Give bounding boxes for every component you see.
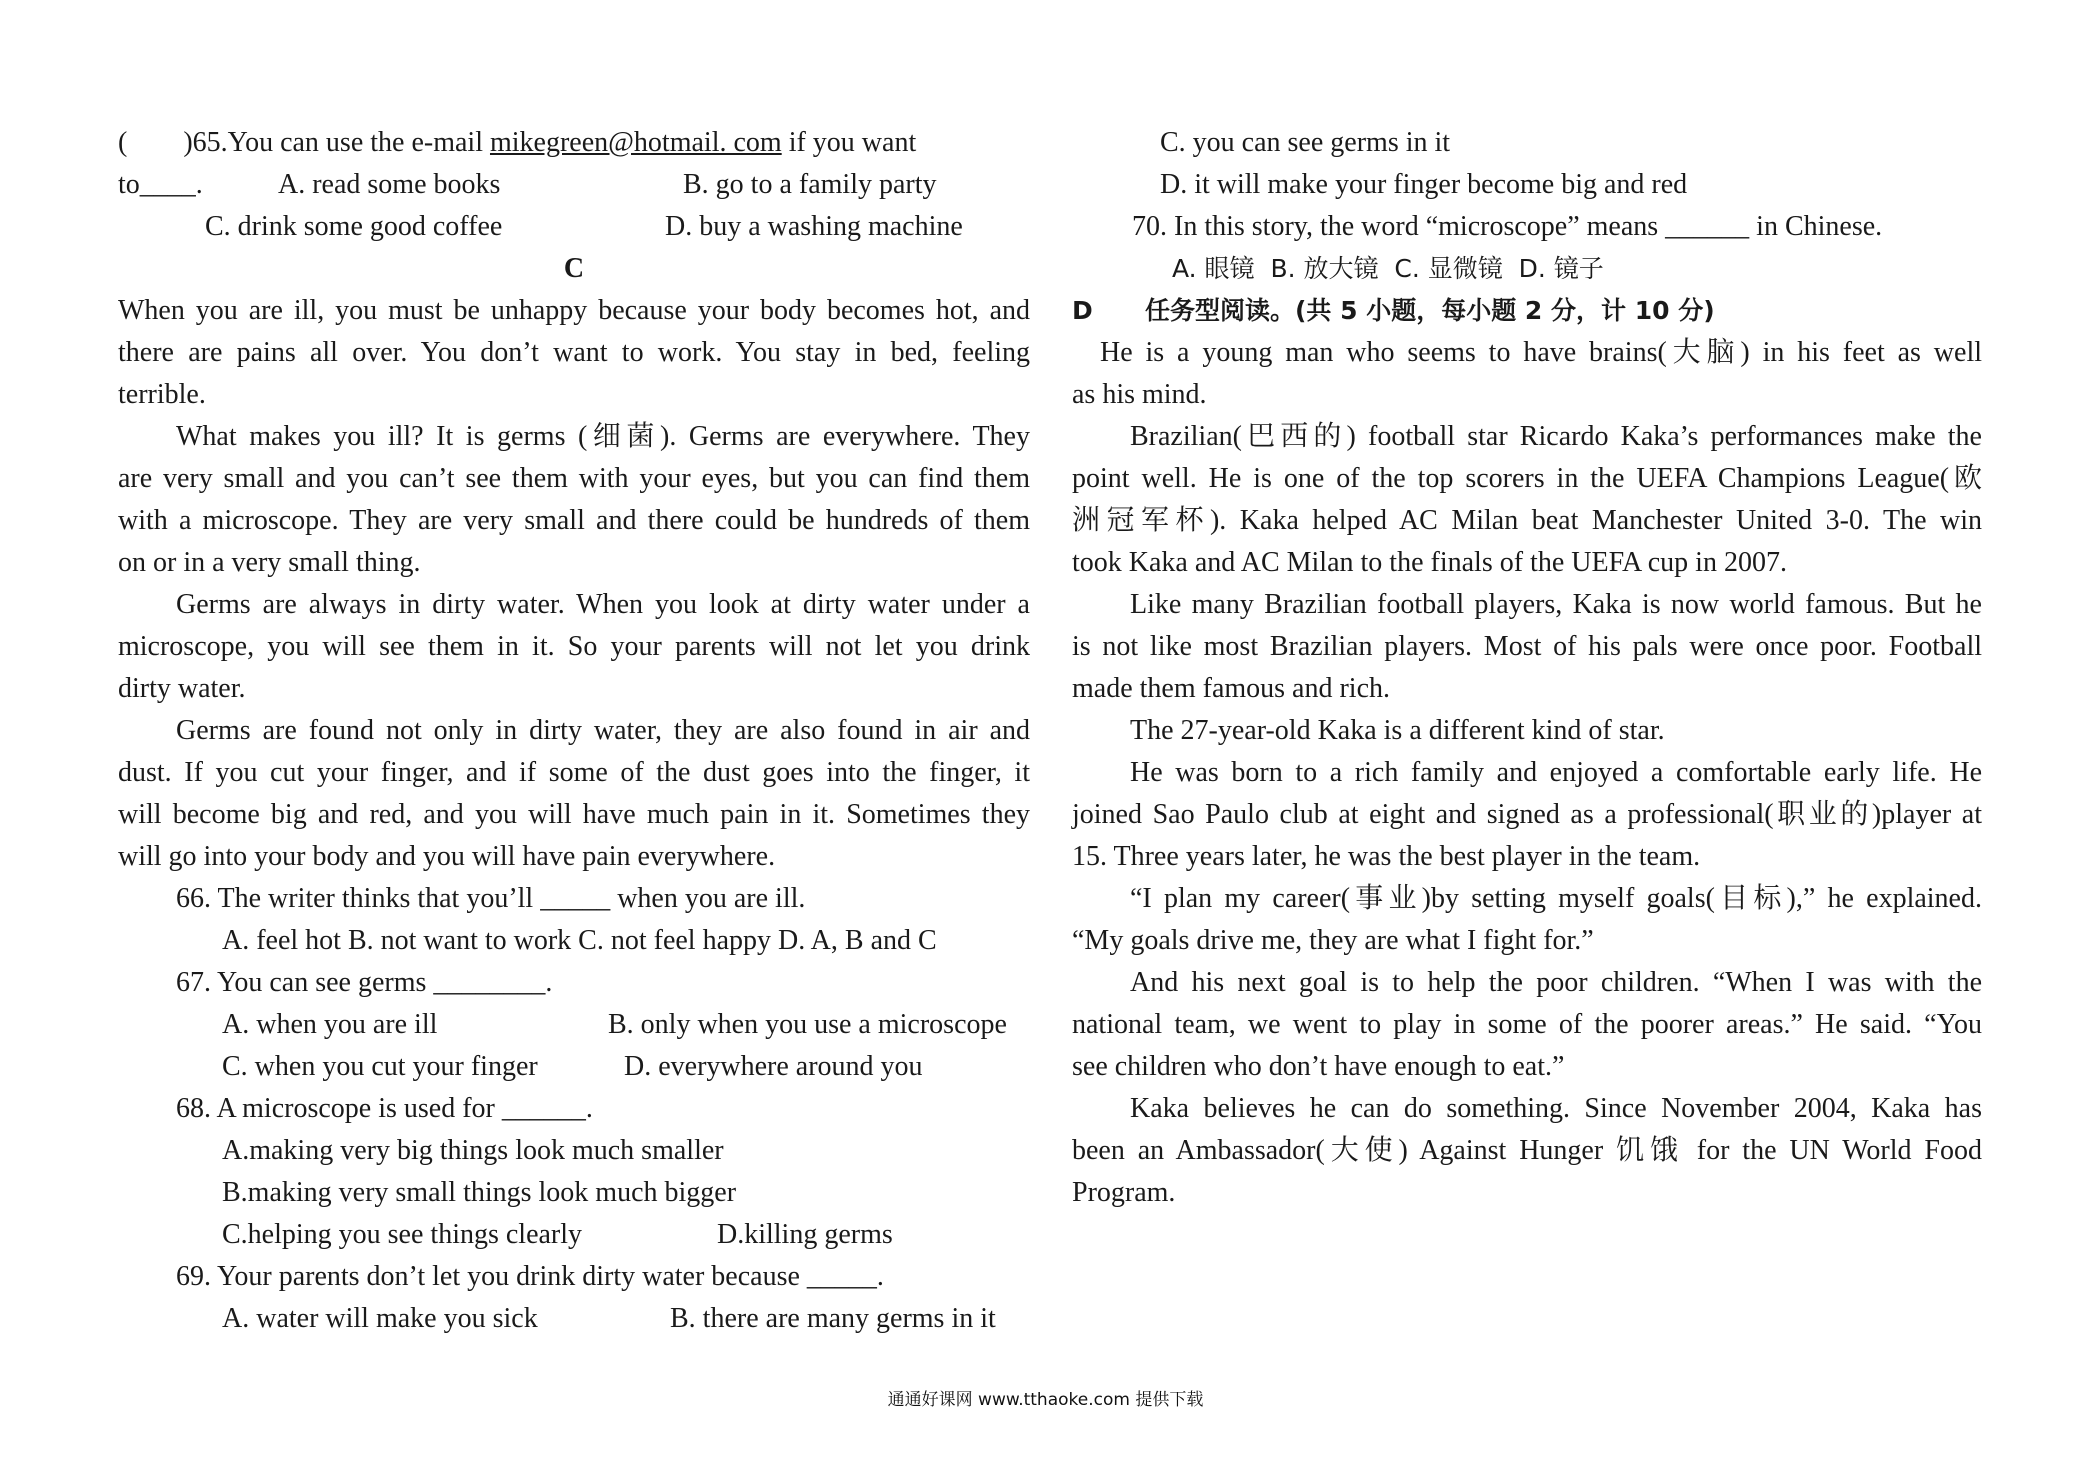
q68-option-d: D.killing germs	[717, 1219, 893, 1250]
q65-stem-end: if you want	[781, 127, 917, 158]
q68-options-row3	[118, 1214, 1030, 1256]
passage-d-line: Kaka believes he can do something. Since November 2004, Kaka has	[1130, 1093, 1982, 1124]
passage-d-line: Brazilian(巴西的) football star Ricardo Kaka’s performances make the	[1130, 421, 1982, 452]
passage-c-line: dust. If you cut your finger, and if some of the dust goes into the finger, it	[118, 757, 1030, 788]
passage-d-line: “My goals drive me, they are what I fight for.”	[1072, 925, 1594, 956]
passage-d-line: made them famous and rich.	[1072, 673, 1391, 704]
page-footer: 通通好课网 www.tthaoke.com 提供下载	[887, 1390, 1204, 1410]
q67-options-row2	[118, 1046, 1030, 1088]
passage-d-line: 15. Three years later, he was the best player in the team.	[1072, 841, 1701, 872]
q68-option-b: B.making very small things look much bigger	[222, 1177, 737, 1208]
q69-options-row1	[118, 1298, 1030, 1340]
q65-line2	[118, 164, 1030, 206]
q66-stem: 66. The writer thinks that you’ll _____ when you are ill.	[176, 883, 806, 914]
q65-option-b: B. go to a family party	[683, 169, 937, 200]
section-c-heading: C	[563, 253, 585, 284]
passage-d-line: see children who don’t have enough to eat.”	[1072, 1051, 1565, 1082]
right-column	[1072, 122, 1982, 1214]
q65-option-c: C. drink some good coffee	[205, 211, 503, 242]
q66-options: A. feel hot B. not want to work C. not feel happy D. A, B and C	[222, 925, 937, 956]
passage-d-line: Program.	[1072, 1177, 1176, 1208]
q65-line3	[118, 206, 1030, 248]
passage-c-line: will go into your body and you will have pain everywhere.	[118, 841, 776, 872]
q70-options: A. 眼镜 B. 放大镜 C. 显微镜 D. 镜子	[1172, 254, 1604, 283]
passage-c-line: What makes you ill? It is germs (细菌). Germs are everywhere. They	[176, 421, 1030, 452]
q67-options-row1	[118, 1004, 1030, 1046]
passage-c-line: will become big and red, and you will have much pain in it. Sometimes they	[118, 799, 1030, 830]
passage-d-line: been an Ambassador(大使) Against Hunger 饥饿 for the UN World Food	[1072, 1135, 1982, 1166]
passage-c-line: terrible.	[118, 379, 206, 410]
passage-d-line: is not like most Brazilian players. Most of his pals were once poor. Football	[1072, 631, 1982, 662]
q65-option-a: A. read some books	[278, 169, 501, 200]
q70-stem: 70. In this story, the word “microscope” means ______ in Chinese.	[1132, 211, 1883, 242]
q67-option-b: B. only when you use a microscope	[608, 1009, 1007, 1040]
passage-c-line: When you are ill, you must be unhappy because your body becomes hot, and	[118, 295, 1030, 326]
passage-d-line: The 27-year-old Kaka is a different kind of star.	[1130, 715, 1665, 746]
passage-d-line: joined Sao Paulo club at eight and signed as a professional(职业的)player at	[1072, 799, 1982, 830]
passage-c-line: on or in a very small thing.	[118, 547, 421, 578]
q69-stem: 69. Your parents don’t let you drink dirty water because _____.	[176, 1261, 884, 1292]
email-address: mikegreen@hotmail. com	[489, 127, 782, 158]
q65-option-d: D. buy a washing machine	[665, 211, 963, 242]
q69-option-c: C. you can see germs in it	[1160, 127, 1451, 158]
passage-d-line: point well. He is one of the top scorers in the UEFA Champions League(欧	[1072, 463, 1982, 494]
q69-option-a: A. water will make you sick	[222, 1303, 538, 1334]
passage-d-line: “I plan my career(事业)by setting myself goals(目标),” he explained.	[1130, 883, 1982, 914]
passage-c-line: are very small and you can’t see them with your eyes, but you can find them	[118, 463, 1030, 494]
passage-d-line: took Kaka and AC Milan to the finals of the UEFA cup in 2007.	[1072, 547, 1787, 578]
q68-option-a: A.making very big things look much smaller	[222, 1135, 724, 1166]
passage-c-line: Germs are found not only in dirty water, they are also found in air and	[176, 715, 1030, 746]
passage-d-line: 洲冠军杯). Kaka helped AC Milan beat Manchester United 3-0. The win	[1072, 505, 1982, 536]
left-column	[118, 122, 1030, 1340]
passage-c-line: dirty water.	[118, 673, 246, 704]
q65-stem: ( )65.You can use the e-mail	[118, 127, 490, 158]
section-d-heading: D 任务型阅读。(共 5 小题，每小题 2 分，计 10 分)	[1072, 296, 1715, 325]
passage-c-line: with a microscope. They are very small and there could be hundreds of them	[118, 505, 1030, 536]
q69-option-b: B. there are many germs in it	[670, 1303, 996, 1334]
q65-line1	[118, 122, 1030, 164]
q67-option-c: C. when you cut your finger	[222, 1051, 538, 1082]
q67-option-d: D. everywhere around you	[624, 1051, 923, 1082]
q65-blank: to____.	[118, 169, 203, 200]
q67-option-a: A. when you are ill	[222, 1009, 438, 1040]
passage-d-line: And his next goal is to help the poor children. “When I was with the	[1130, 967, 1982, 998]
passage-d-line: He was born to a rich family and enjoyed a comfortable early life. He	[1130, 757, 1982, 788]
passage-d-line: as his mind.	[1072, 379, 1207, 410]
passage-c-line: there are pains all over. You don’t want to work. You stay in bed, feeling	[118, 337, 1030, 368]
passage-d-line: Like many Brazilian football players, Kaka is now world famous. But he	[1130, 589, 1982, 620]
q68-option-c: C.helping you see things clearly	[222, 1219, 583, 1250]
passage-c-line: microscope, you will see them in it. So your parents will not let you drink	[118, 631, 1030, 662]
passage-d-line: He is a young man who seems to have brains(大脑) in his feet as well	[1100, 337, 1982, 368]
q69-option-d: D. it will make your finger become big and red	[1160, 169, 1688, 200]
q67-stem: 67. You can see germs ________.	[176, 967, 553, 998]
passage-c-line: Germs are always in dirty water. When you look at dirty water under a	[176, 589, 1030, 620]
passage-d-line: national team, we went to play in some of the poorer areas.” He said. “You	[1072, 1009, 1982, 1040]
q68-stem: 68. A microscope is used for ______.	[176, 1093, 593, 1124]
